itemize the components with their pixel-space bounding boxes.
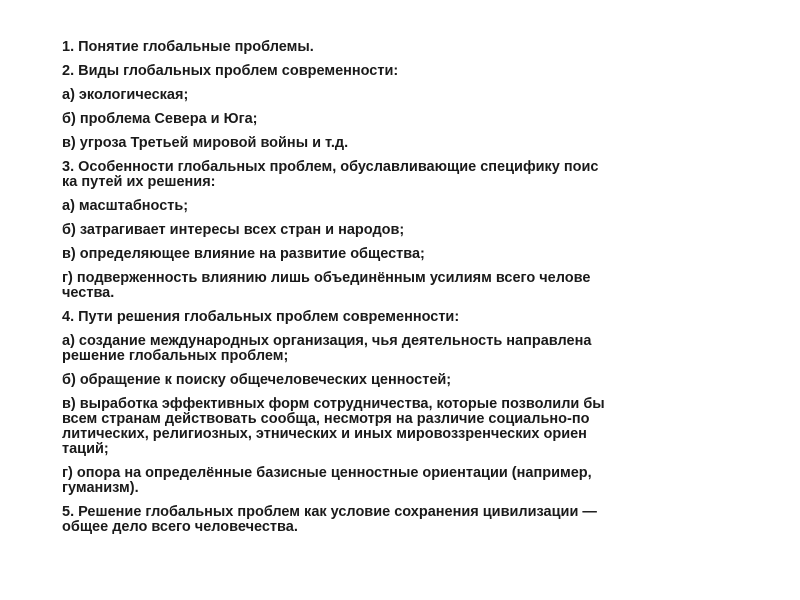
text-line: а) экологическая; [62,87,189,103]
text-line: г) подверженность влиянию лишь объединённым усилиям всего челове [62,270,591,286]
text-line: 4. Пути решения глобальных проблем современности: [62,309,460,325]
text-line: г) опора на определённые базисные ценностные ориентации (например, [62,465,592,481]
paragraph-6 [62,160,752,190]
text-line: 2. Виды глобальных проблем современности: [62,63,399,79]
text-line: а) создание международных организация, чья деятельность направлена [62,333,592,349]
text-line: всем странам действовать сообща, несмотря на различие социально-по [62,411,590,427]
paragraph-2 [62,64,752,79]
text-line: в) выработка эффективных форм сотрудничества, которые позволили бы [62,396,605,412]
document-body [62,40,752,535]
paragraph-1 [62,40,752,55]
text-line: решение глобальных проблем; [62,348,289,364]
paragraph-15 [62,466,752,496]
paragraph-3 [62,88,752,103]
text-line: б) проблема Севера и Юга; [62,111,258,127]
text-line: таций; [62,441,109,457]
paragraph-11 [62,310,752,325]
text-line: 3. Особенности глобальных проблем, обуславливающие специфику поис [62,159,599,175]
paragraph-12 [62,334,752,364]
text-line: ка путей их решения: [62,174,216,190]
paragraph-16 [62,505,752,535]
text-line: чества. [62,285,115,301]
paragraph-13 [62,373,752,388]
paragraph-9 [62,247,752,262]
text-line: гуманизм). [62,480,139,496]
text-line: в) определяющее влияние на развитие общества; [62,246,425,262]
text-line: б) обращение к поиску общечеловеческих ценностей; [62,372,452,388]
paragraph-7 [62,199,752,214]
text-line: в) угроза Третьей мировой войны и т.д. [62,135,349,151]
text-line: а) масштабность; [62,198,189,214]
text-line: литических, религиозных, этнических и иных мировоззренческих ориен [62,426,587,442]
text-line: 1. Понятие глобальные проблемы. [62,39,314,55]
paragraph-4 [62,112,752,127]
text-line: общее дело всего человечества. [62,519,298,535]
paragraph-10 [62,271,752,301]
text-line: 5. Решение глобальных проблем как условие сохранения цивилизации — [62,504,597,520]
paragraph-5 [62,136,752,151]
paragraph-8 [62,223,752,238]
paragraph-14 [62,397,752,457]
text-line: б) затрагивает интересы всех стран и народов; [62,222,405,238]
